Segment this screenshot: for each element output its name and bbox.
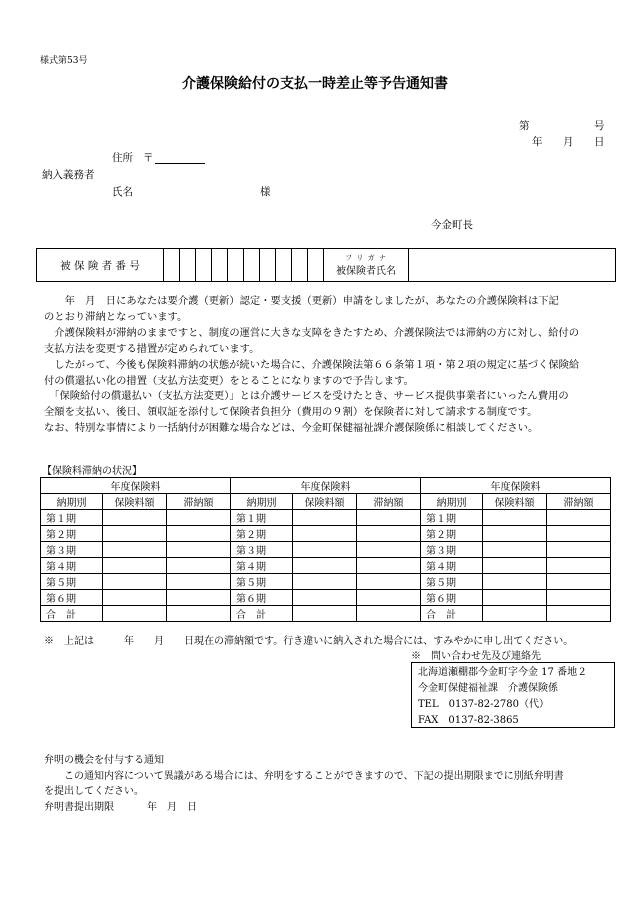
body-line: なお、特別な事情により一括納付が困難な場合などは、今金町保健福祉課介護保険係に相談してください。 xyxy=(44,422,539,435)
issuer: 今金町長 xyxy=(431,219,473,231)
period-label: 第１期 xyxy=(41,510,103,526)
body-line: のとおり滞納となっています。 xyxy=(44,310,188,323)
col-period: 納期別 xyxy=(421,494,483,510)
date-month: 月 xyxy=(563,136,574,148)
table-row xyxy=(41,510,611,526)
postal-underline xyxy=(155,163,205,164)
number-box xyxy=(260,249,276,282)
contact-line: FAX 0137-82-3865 xyxy=(418,715,519,726)
contact-heading: ※ 問い合わせ先及び連絡先 xyxy=(411,651,541,662)
appeal-text-line: この通知内容について異議がある場合には、弁明をすることができますので、下記の提出期限までに別紙弁明書 xyxy=(44,771,564,782)
honorific: 様 xyxy=(260,186,271,198)
total-label: 合 計 xyxy=(421,606,483,622)
doc-no-prefix: 第 xyxy=(519,120,530,132)
number-box xyxy=(276,249,292,282)
furigana-label: フ リ ガ ナ xyxy=(345,254,387,262)
col-premium: 保険料額 xyxy=(293,494,357,510)
column-header-row xyxy=(41,494,611,510)
body-line: 「保険給付の償還払い（支払方法変更）」とは介護サービスを受けたとき、サービス提供事業者にいったん費用の xyxy=(44,390,569,403)
total-label: 合 計 xyxy=(41,606,103,622)
contact-line: 北海道瀬棚郡今金町字今金 17 番地２ xyxy=(418,667,588,678)
table-row xyxy=(41,542,611,558)
group-header: 年度保険料 xyxy=(421,478,611,494)
date-year: 年 xyxy=(532,136,543,148)
group-header-row xyxy=(41,478,611,494)
number-box xyxy=(164,249,180,282)
period-label: 第４期 xyxy=(41,558,103,574)
col-period: 納期別 xyxy=(41,494,103,510)
insured-info-table xyxy=(36,248,616,282)
body-line: 年 月 日にあなたは要介護（更新）認定・要支援（更新）申請をしましたが、あなたの介護保険料は下記 xyxy=(44,295,559,307)
group-header: 年度保険料 xyxy=(41,478,231,494)
period-label: 第２期 xyxy=(231,526,293,542)
address-label: 住所 xyxy=(112,152,133,164)
body-line: 全額を支払い、後日、領収証を添付して保険者負担分（費用の９割）を保険者に対して請求する制度です。 xyxy=(44,406,538,419)
payer-label: 納入義務者 xyxy=(42,169,95,181)
table-row xyxy=(41,574,611,590)
number-box xyxy=(196,249,212,282)
body-line: 付の償還払い化の措置（支払方法変更）をとることになりますので予告します。 xyxy=(44,374,414,387)
period-label: 第４期 xyxy=(231,558,293,574)
appeal-title: 弁明の機会を付与する通知 xyxy=(44,755,164,766)
period-label: 第４期 xyxy=(421,558,483,574)
period-label: 第２期 xyxy=(41,526,103,542)
body-line: 介護保険料が滞納のままですと、制度の運営に大きな支障をきたすため、介護保険法では滞納の方に対し、給付の xyxy=(44,326,580,339)
number-box xyxy=(292,249,308,282)
contact-line: TEL 0137-82-2780（代） xyxy=(418,699,549,710)
body-line: したがって、今後も保険料滞納の状態が続いた場合に、介護保険法第６６条第１項・第２項の規定に基づく保険給 xyxy=(44,358,580,371)
col-arrears: 滞納額 xyxy=(357,494,421,510)
table-row xyxy=(41,590,611,606)
number-box xyxy=(212,249,228,282)
arrears-status-table xyxy=(40,477,611,622)
col-premium: 保険料額 xyxy=(483,494,547,510)
period-label: 第５期 xyxy=(421,574,483,590)
number-box xyxy=(308,249,324,282)
number-box xyxy=(180,249,196,282)
insured-name-field xyxy=(409,249,616,282)
period-label: 第６期 xyxy=(421,590,483,606)
footnote: ※ 上記は 年 月 日現在の滞納額です。行き違いに納入された場合には、すみやかに申し出てください。 xyxy=(44,636,574,647)
group-header: 年度保険料 xyxy=(231,478,421,494)
number-box xyxy=(244,249,260,282)
contact-line: 今金町保健福祉課 介護保険係 xyxy=(418,683,558,694)
postal-mark: 〒 xyxy=(143,152,154,164)
appeal-deadline-date: 年 月 日 xyxy=(147,802,197,813)
contact-box xyxy=(411,662,615,728)
period-label: 第６期 xyxy=(41,590,103,606)
insured-name-label xyxy=(324,249,409,282)
name-label: 氏名 xyxy=(112,186,133,198)
period-label: 第５期 xyxy=(231,574,293,590)
period-label: 第３期 xyxy=(41,542,103,558)
form-number: 様式第53号 xyxy=(40,56,88,66)
period-label: 第３期 xyxy=(231,542,293,558)
appeal-text-line: を提出してください。 xyxy=(44,786,144,797)
number-box xyxy=(228,249,244,282)
body-line: 支払方法を変更する措置が定められています。 xyxy=(44,342,260,355)
status-heading: 【保険料滞納の状況】 xyxy=(42,466,142,477)
doc-no-suffix: 号 xyxy=(594,120,605,132)
period-label: 第６期 xyxy=(231,590,293,606)
col-arrears: 滞納額 xyxy=(167,494,231,510)
insured-name-caption: 被保険者氏名 xyxy=(336,266,396,277)
document-title: 介護保険給付の支払一時差止等予告通知書 xyxy=(182,76,448,92)
period-label: 第１期 xyxy=(231,510,293,526)
col-arrears: 滞納額 xyxy=(547,494,611,510)
total-label: 合 計 xyxy=(231,606,293,622)
period-label: 第５期 xyxy=(41,574,103,590)
col-period: 納期別 xyxy=(231,494,293,510)
date-day: 日 xyxy=(594,136,605,148)
period-label: 第１期 xyxy=(421,510,483,526)
insured-number-label: 被 保 険 者 番 号 xyxy=(37,249,164,282)
col-premium: 保険料額 xyxy=(103,494,167,510)
appeal-deadline-label: 弁明書提出期限 xyxy=(44,802,114,813)
table-row xyxy=(41,558,611,574)
body-text xyxy=(44,294,579,437)
period-label: 第３期 xyxy=(421,542,483,558)
table-row xyxy=(41,526,611,542)
total-row xyxy=(41,606,611,622)
period-label: 第２期 xyxy=(421,526,483,542)
